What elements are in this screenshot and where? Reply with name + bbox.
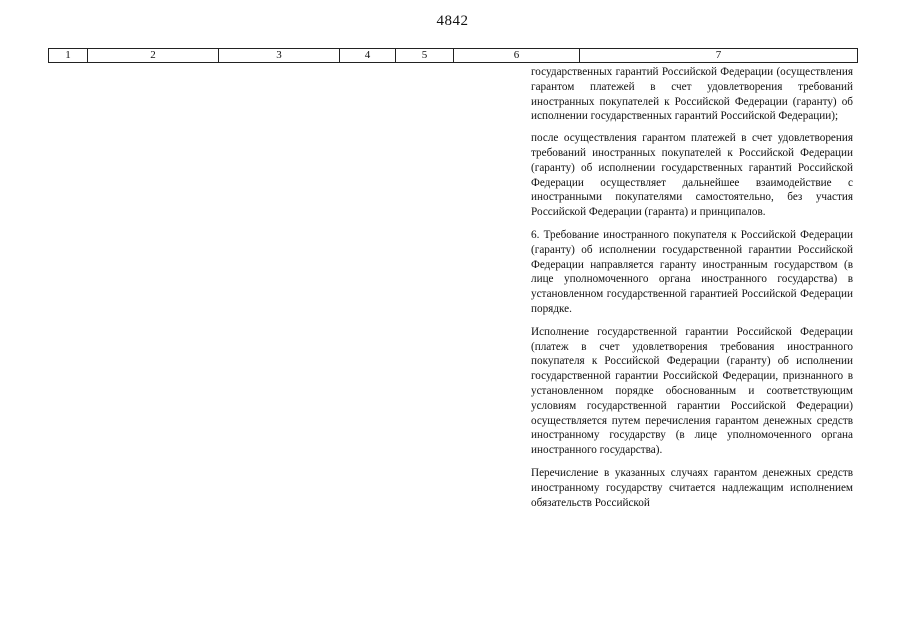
page-number: 4842 bbox=[436, 13, 469, 29]
paragraph-after-payment: после осуществления гарантом платежей в счет удовлетворения требований иностранных покупателей к Российской Федерации (гаранту) об исполнении государственных гарантий Российской Федерации осуществляет дальнейшее взаимодействие с иностранными покупателями самостоятельно, без участия Российской Федерации (гаранта) и принципалов. bbox=[531, 132, 853, 219]
paragraph-continued: государственных гарантий Российской Федерации (осуществления гарантом платежей в счет удовлетворения требований иностранных покупателей к Российской Федерации (гаранту) об исполнении государственных гарантий Российской Федерации); bbox=[531, 66, 853, 123]
column-7-text bbox=[531, 65, 853, 518]
column-number-5: 5 bbox=[396, 49, 454, 63]
column-number-row bbox=[49, 49, 858, 63]
paragraph-guarantee-execution: Исполнение государственной гарантии Российской Федерации (платеж в счет удовлетворения требования иностранного покупателя к Российской Федерации (гаранту) об исполнении государственной гарантии Российской Федерации, признанного в установленном порядке обоснованным и соответствующим условиям государственной гарантии Российской Федерации) осуществляется путем перечисления гарантом денежных средств иностранному государству (в лице уполномоченного органа иностранного государства). bbox=[531, 325, 853, 457]
column-number-2: 2 bbox=[88, 49, 219, 63]
column-number-6: 6 bbox=[454, 49, 580, 63]
column-number-3: 3 bbox=[219, 49, 340, 63]
column-number-7: 7 bbox=[580, 49, 858, 63]
column-number-header-table bbox=[48, 48, 858, 63]
column-number-4: 4 bbox=[340, 49, 396, 63]
paragraph-item-6: 6. Требование иностранного покупателя к Российской Федерации (гаранту) об исполнении государственной гарантии Российской Федерации направляется гаранту иностранным государством (в лице уполномоченного органа иностранного государства) в установленном государственной гарантией Российской Федерации порядке. bbox=[531, 228, 853, 315]
paragraph-transfer: Перечисление в указанных случаях гарантом денежных средств иностранному государству считается надлежащим исполнением обязательств Российской bbox=[531, 466, 853, 509]
column-number-1: 1 bbox=[49, 49, 88, 63]
